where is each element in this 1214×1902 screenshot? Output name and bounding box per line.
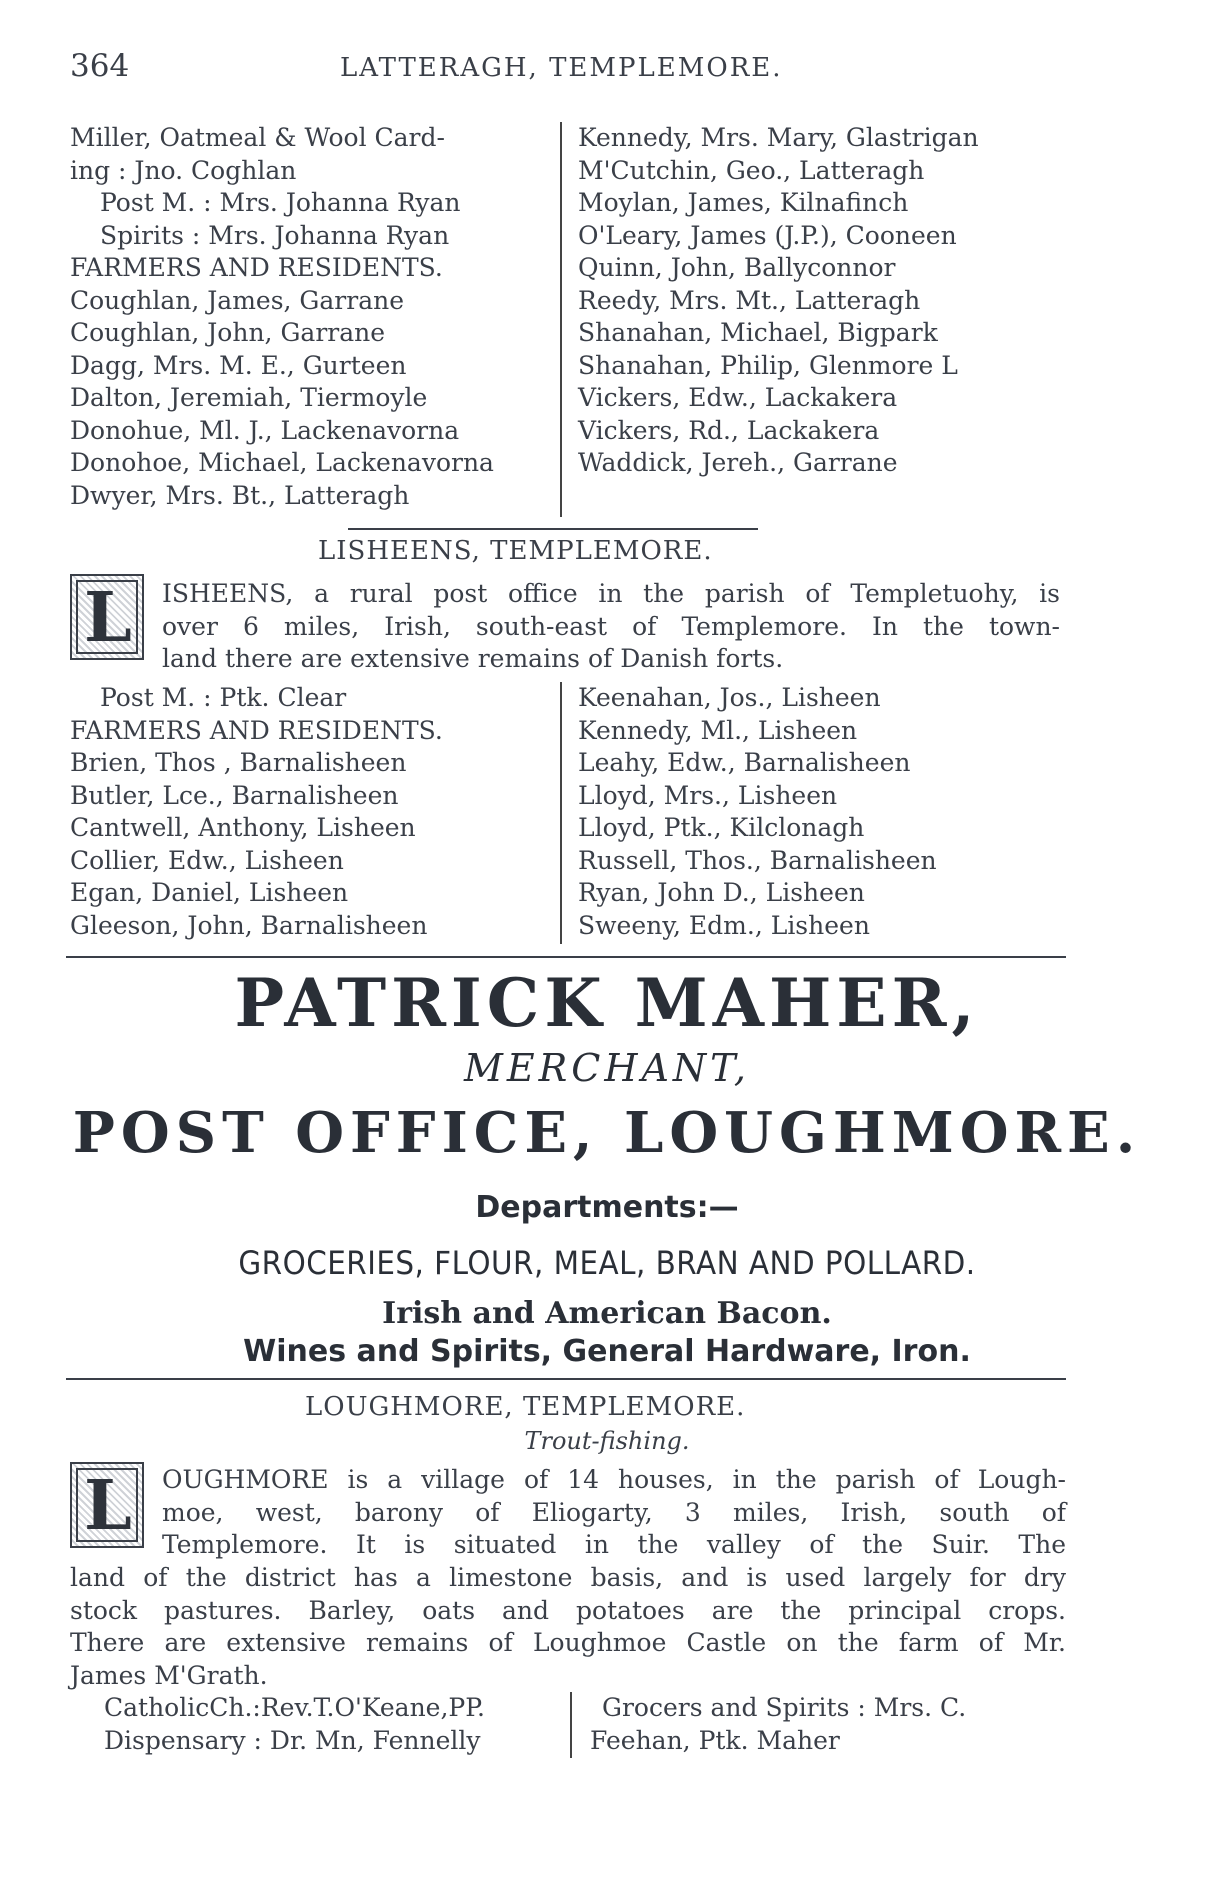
section-heading: FARMERS AND RESIDENTS. [70, 253, 443, 282]
list-item: Vickers, Rd., Lackakera [578, 415, 880, 445]
advert-groceries: GROCERIES, FLOUR, MEAL, BRAN AND POLLARD. [238, 1244, 976, 1282]
advert-wines: Wines and Spirits, General Hardware, Iron. [243, 1334, 971, 1369]
list-item: Shanahan, Michael, Bigpark [578, 318, 938, 347]
advert-merchant: MERCHANT, [463, 1046, 750, 1090]
loughmore-intro-indented [162, 1464, 1066, 1562]
loughmore-left-column [104, 1692, 570, 1758]
list-item: Waddick, Jereh., Garrane [578, 448, 898, 477]
decorated-initial [70, 574, 144, 660]
list-item: Egan, Daniel, Lisheen [70, 878, 349, 907]
decorated-initial [70, 1462, 144, 1548]
list-item: ing : Jno. Coghlan [70, 155, 297, 185]
section-rule [348, 528, 758, 530]
page-header [70, 48, 1070, 94]
advert-name: PATRICK MAHER, [234, 964, 980, 1042]
list-item: Coughlan, James, Garrane [70, 285, 405, 315]
list-item: Dagg, Mrs. M. E., Gurteen [70, 350, 407, 380]
list-item: Leahy, Edw., Barnalisheen [578, 748, 911, 777]
list-item: Lloyd, Ptk., Kilclonagh [578, 813, 865, 842]
advert-bottom-rule [66, 1378, 1066, 1380]
loughmore-title: LOUGHMORE, TEMPLEMORE. [305, 1392, 746, 1422]
list-item: Post M. : Ptk. Clear [100, 683, 347, 712]
list-item: Post M. : Mrs. Johanna Ryan [100, 188, 461, 217]
list-item: Brien, Thos , Barnalisheen [70, 748, 407, 777]
list-item: Miller, Oatmeal & Wool Card- [70, 123, 445, 152]
list-item: Dalton, Jeremiah, Tiermoyle [70, 383, 428, 412]
list-item: Kennedy, Mrs. Mary, Glastrigan [578, 123, 979, 152]
paragraph-line: land of the district has a limestone basis, and is used largely for dry [70, 1563, 1066, 1592]
loughmore-intro-full [70, 1562, 1066, 1692]
paragraph-line: OUGHMORE is a village of 14 houses, in the parish of Lough- [162, 1465, 1066, 1494]
list-item: Gleeson, John, Barnalisheen [70, 910, 428, 940]
list-item: Shanahan, Philip, Glenmore L [578, 350, 958, 380]
list-item: Kennedy, Ml., Lisheen [578, 715, 858, 745]
list-item: Keenahan, Jos., Lisheen [578, 683, 881, 712]
paragraph-line: moe, west, barony of Eliogarty, 3 miles, Irish, south of [162, 1497, 1066, 1527]
column-divider [570, 1692, 572, 1758]
list-item: Sweeny, Edm., Lisheen [578, 910, 870, 940]
initial-letter: L [84, 578, 132, 658]
paragraph-line: land there are extensive remains of Danish forts. [162, 644, 784, 673]
loughmore-columns [104, 1692, 1060, 1758]
list-item: Collier, Edw., Lisheen [70, 845, 344, 875]
list-item: Dwyer, Mrs. Bt., Latteragh [70, 480, 410, 510]
paragraph-line: Templemore. It is situated in the valley of the Suir. The [162, 1530, 1066, 1559]
list-item: Coughlan, John, Garrane [70, 318, 386, 347]
list-item: Butler, Lce., Barnalisheen [70, 780, 399, 810]
lisheens-right-column [578, 682, 1038, 944]
list-item: Spirits : Mrs. Johanna Ryan [100, 220, 450, 250]
loughmore-right-column [590, 1692, 1060, 1758]
lisheens-columns [70, 682, 1038, 944]
list-item: Ryan, John D., Lisheen [578, 878, 865, 907]
paragraph-line: James M'Grath. [70, 1660, 268, 1690]
list-item: O'Leary, James (J.P.), Cooneen [578, 220, 957, 250]
running-head: LATTERAGH, TEMPLEMORE. [340, 53, 783, 83]
list-item: Donohoe, Michael, Lackenavorna [70, 448, 494, 477]
column-divider [560, 122, 562, 517]
lisheens-left-column [70, 682, 560, 944]
paragraph-line: There are extensive remains of Loughmoe Castle on the farm of Mr. [70, 1628, 1066, 1657]
paragraph-line: ISHEENS, a rural post office in the parish of Templetuohy, is [162, 579, 1060, 608]
list-item: Feehan, Ptk. Maher [590, 1725, 840, 1755]
latteragh-right-column [578, 122, 1038, 517]
lisheens-intro [162, 578, 1060, 676]
initial-letter: L [84, 1466, 132, 1546]
list-item: Grocers and Spirits : Mrs. C. [602, 1693, 967, 1722]
advert-post-office: POST OFFICE, LOUGHMORE. [72, 1100, 1142, 1166]
list-item: Cantwell, Anthony, Lisheen [70, 813, 416, 842]
paragraph-line: over 6 miles, Irish, south-east of Templemore. In the town- [162, 611, 1060, 641]
list-item: Moylan, James, Kilnafinch [578, 188, 909, 217]
advert-top-rule [66, 956, 1066, 958]
list-item: Dispensary : Dr. Mn, Fennelly [104, 1725, 481, 1755]
paragraph-line: stock pastures. Barley, oats and potatoes are the principal crops. [70, 1595, 1066, 1625]
latteragh-left-column [70, 122, 560, 517]
column-divider [560, 682, 562, 944]
list-item: Reedy, Mrs. Mt., Latteragh [578, 285, 921, 315]
list-item: Vickers, Edw., Lackakera [578, 383, 898, 412]
latteragh-columns [70, 122, 1038, 517]
list-item: Lloyd, Mrs., Lisheen [578, 780, 838, 810]
advert-bacon: Irish and American Bacon. [382, 1296, 832, 1331]
list-item: M'Cutchin, Geo., Latteragh [578, 155, 925, 185]
page-number: 364 [70, 48, 130, 84]
list-item: Russell, Thos., Barnalisheen [578, 845, 937, 875]
lisheens-title: LISHEENS, TEMPLEMORE. [318, 536, 713, 566]
section-heading: FARMERS AND RESIDENTS. [70, 715, 443, 745]
list-item: Donohue, Ml. J., Lackenavorna [70, 415, 460, 445]
advert-departments: Departments:— [475, 1190, 739, 1225]
list-item: Quinn, John, Ballyconnor [578, 253, 896, 282]
loughmore-subtitle: Trout-fishing. [524, 1427, 690, 1455]
list-item: CatholicCh.:Rev.T.O'Keane,PP. [104, 1693, 485, 1722]
